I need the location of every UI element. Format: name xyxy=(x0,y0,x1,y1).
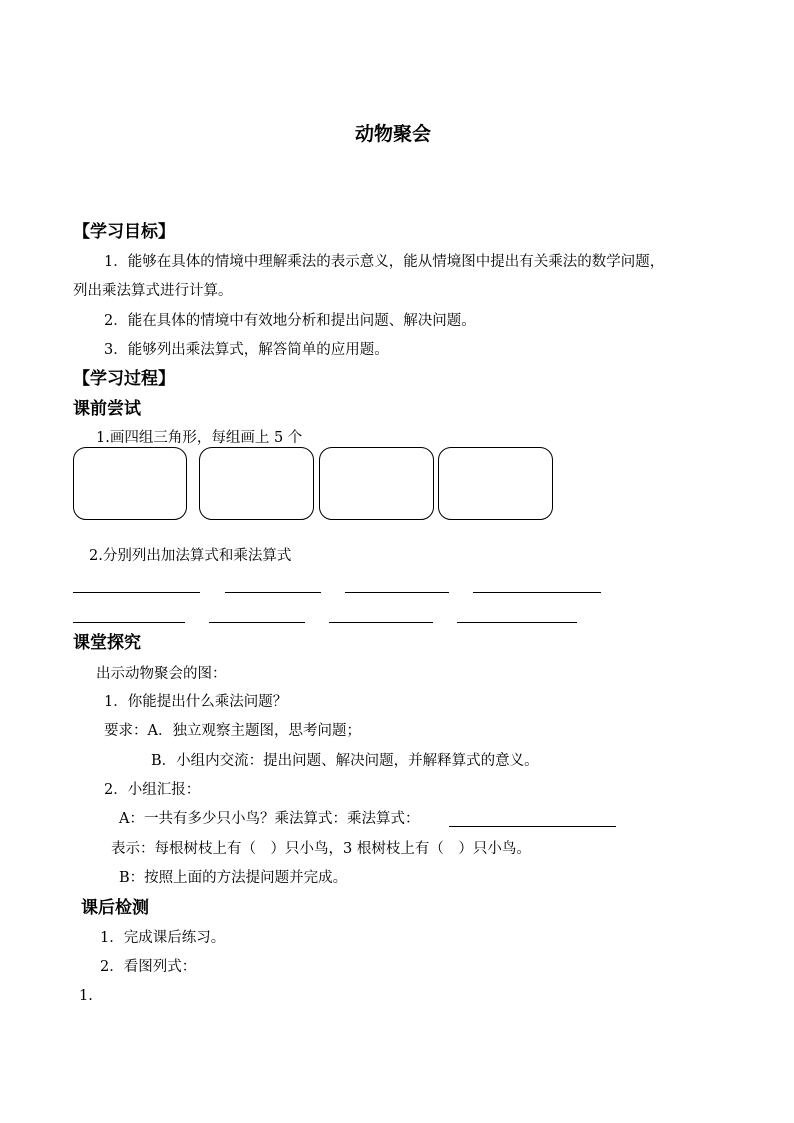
after-class-item-2: 2．看图列式： xyxy=(100,959,197,975)
drawing-box-3 xyxy=(319,447,434,520)
drawing-box-1 xyxy=(73,447,187,520)
pre-class-task-1: 1.画四组三角形，每组画上 5 个 xyxy=(96,430,303,446)
explore-requirement-b: B．小组内交流：提出问题、解决问题，并解释算式的意义。 xyxy=(151,753,539,769)
goal-item-2: 2．能在具体的情境中有效地分析和提出问题、解决问题。 xyxy=(104,313,476,329)
answer-line xyxy=(449,826,616,827)
after-class-item-1: 1．完成课后练习。 xyxy=(100,930,226,946)
after-class-item-3: 1. xyxy=(79,988,93,1004)
goal-item-3: 3．能够列出乘法算式，解答简单的应用题。 xyxy=(104,342,389,358)
explore-report-a: A：一共有多少只小鸟？乘法算式：乘法算式： xyxy=(119,811,420,827)
answer-line xyxy=(329,622,433,623)
drawing-box-2 xyxy=(199,447,314,520)
answer-line xyxy=(225,592,321,593)
pre-class-heading: 课前尝试 xyxy=(73,399,141,419)
explore-report-b: B：按照上面的方法提问题并完成。 xyxy=(119,870,348,886)
explore-intro: 出示动物聚会的图： xyxy=(96,666,227,682)
pre-class-task-2: 2.分别列出加法算式和乘法算式 xyxy=(89,548,292,564)
answer-line xyxy=(345,592,449,593)
after-class-heading: 课后检测 xyxy=(81,898,149,918)
explore-question-2: 2．小组汇报： xyxy=(104,782,201,798)
answer-line xyxy=(73,592,200,593)
goals-heading: 【学习目标】 xyxy=(73,222,175,242)
process-heading: 【学习过程】 xyxy=(73,369,175,389)
answer-line xyxy=(473,592,601,593)
answer-line xyxy=(457,622,577,623)
drawing-box-4 xyxy=(438,447,553,520)
explore-heading: 课堂探究 xyxy=(73,633,141,653)
explore-requirement-a: 要求：A．独立观察主题图，思考问题； xyxy=(104,723,361,739)
explore-report-meaning: 表示：每根树枝上有（ ）只小鸟，3 根树枝上有（ ）只小鸟。 xyxy=(111,841,531,857)
explore-question-1: 1．你能提出什么乘法问题？ xyxy=(104,694,288,710)
goal-item-1-line-2: 列出乘法算式进行计算。 xyxy=(73,283,233,299)
goal-item-1-line-1: 1．能够在具体的情境中理解乘法的表示意义，能从情境图中提出有关乘法的数学问题， xyxy=(104,254,665,270)
page-title: 动物聚会 xyxy=(355,123,432,145)
answer-line xyxy=(73,622,185,623)
answer-line xyxy=(209,622,305,623)
